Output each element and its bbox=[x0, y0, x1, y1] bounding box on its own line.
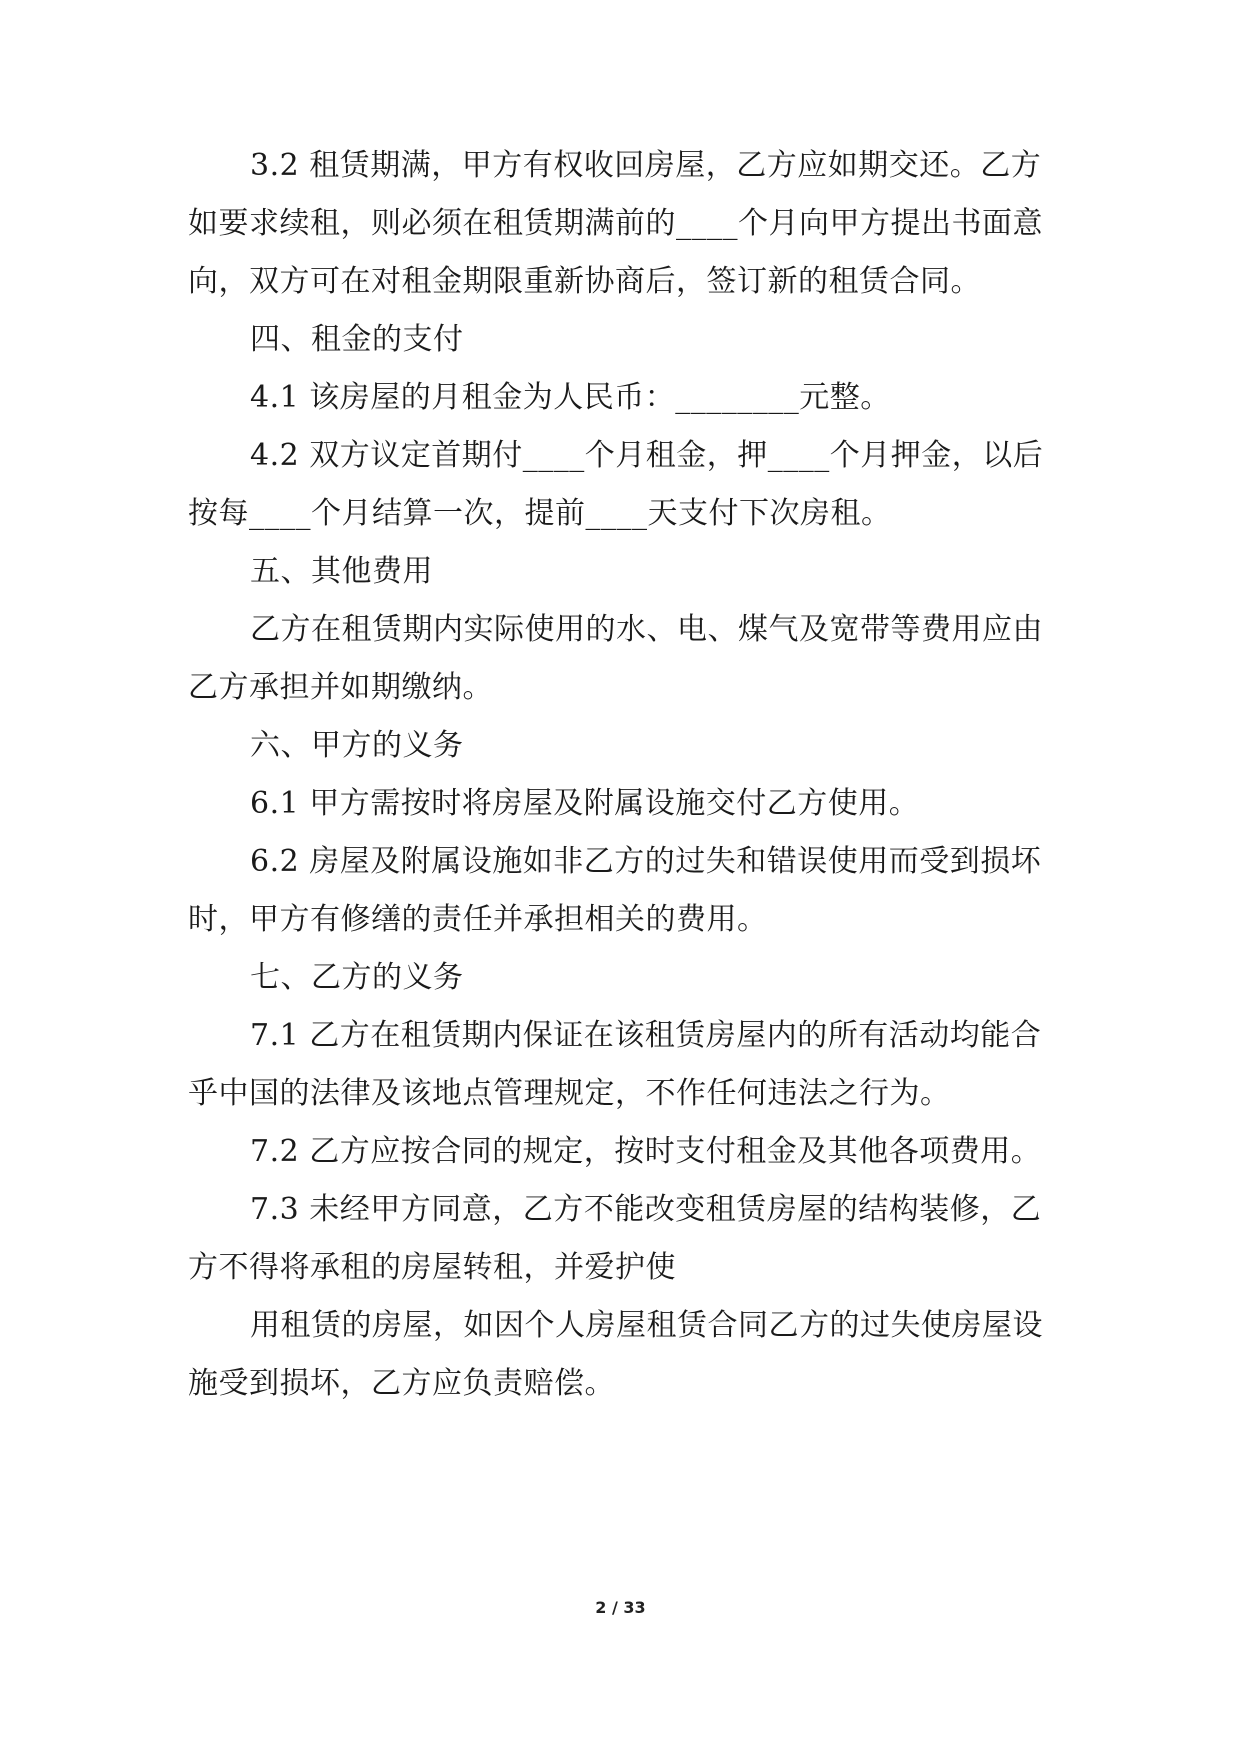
text-line-3-2: 3.2 租赁期满，甲方有权收回房屋，乙方应如期交还。乙方 bbox=[250, 148, 1042, 183]
text-line-6-1: 6.1 甲方需按时将房屋及附属设施交付乙方使用。 bbox=[250, 786, 920, 821]
section-heading-other-fees: 五、其他费用 bbox=[250, 554, 433, 589]
text-line-7-3: 7.3 未经甲方同意，乙方不能改变租赁房屋的结构装修，乙 bbox=[250, 1192, 1042, 1227]
text-line: 方不得将承租的房屋转租，并爱护使 bbox=[188, 1250, 676, 1285]
text-line-6-2: 6.2 房屋及附属设施如非乙方的过失和错误使用而受到损坏 bbox=[250, 844, 1042, 879]
section-heading-party-a-duties: 六、甲方的义务 bbox=[250, 728, 464, 763]
text-line: 乎中国的法律及该地点管理规定，不作任何违法之行为。 bbox=[188, 1076, 951, 1111]
text-line-4-1: 4.1 该房屋的月租金为人民币：________元整。 bbox=[250, 380, 891, 415]
text-line: 乙方承担并如期缴纳。 bbox=[188, 670, 493, 705]
section-heading-party-b-duties: 七、乙方的义务 bbox=[250, 960, 464, 995]
page-number: 2 / 33 bbox=[595, 1598, 646, 1617]
text-line: 如要求续租，则必须在租赁期满前的____个月向甲方提出书面意 bbox=[188, 206, 1043, 241]
text-line: 时，甲方有修缮的责任并承担相关的费用。 bbox=[188, 902, 768, 937]
text-line: 向，双方可在对租金期限重新协商后，签订新的租赁合同。 bbox=[188, 264, 981, 299]
text-line-7-2: 7.2 乙方应按合同的规定，按时支付租金及其他各项费用。 bbox=[250, 1134, 1042, 1169]
text-line: 乙方在租赁期内实际使用的水、电、煤气及宽带等费用应由 bbox=[250, 612, 1043, 647]
text-line: 施受到损坏，乙方应负责赔偿。 bbox=[188, 1366, 615, 1401]
text-line-7-1: 7.1 乙方在租赁期内保证在该租赁房屋内的所有活动均能合 bbox=[250, 1018, 1042, 1053]
text-line: 用租赁的房屋，如因个人房屋租赁合同乙方的过失使房屋设 bbox=[250, 1308, 1043, 1343]
text-line-4-2: 4.2 双方议定首期付____个月租金，押____个月押金，以后 bbox=[250, 438, 1044, 473]
section-heading-rent-payment: 四、租金的支付 bbox=[250, 322, 464, 357]
text-line: 按每____个月结算一次，提前____天支付下次房租。 bbox=[188, 496, 892, 531]
